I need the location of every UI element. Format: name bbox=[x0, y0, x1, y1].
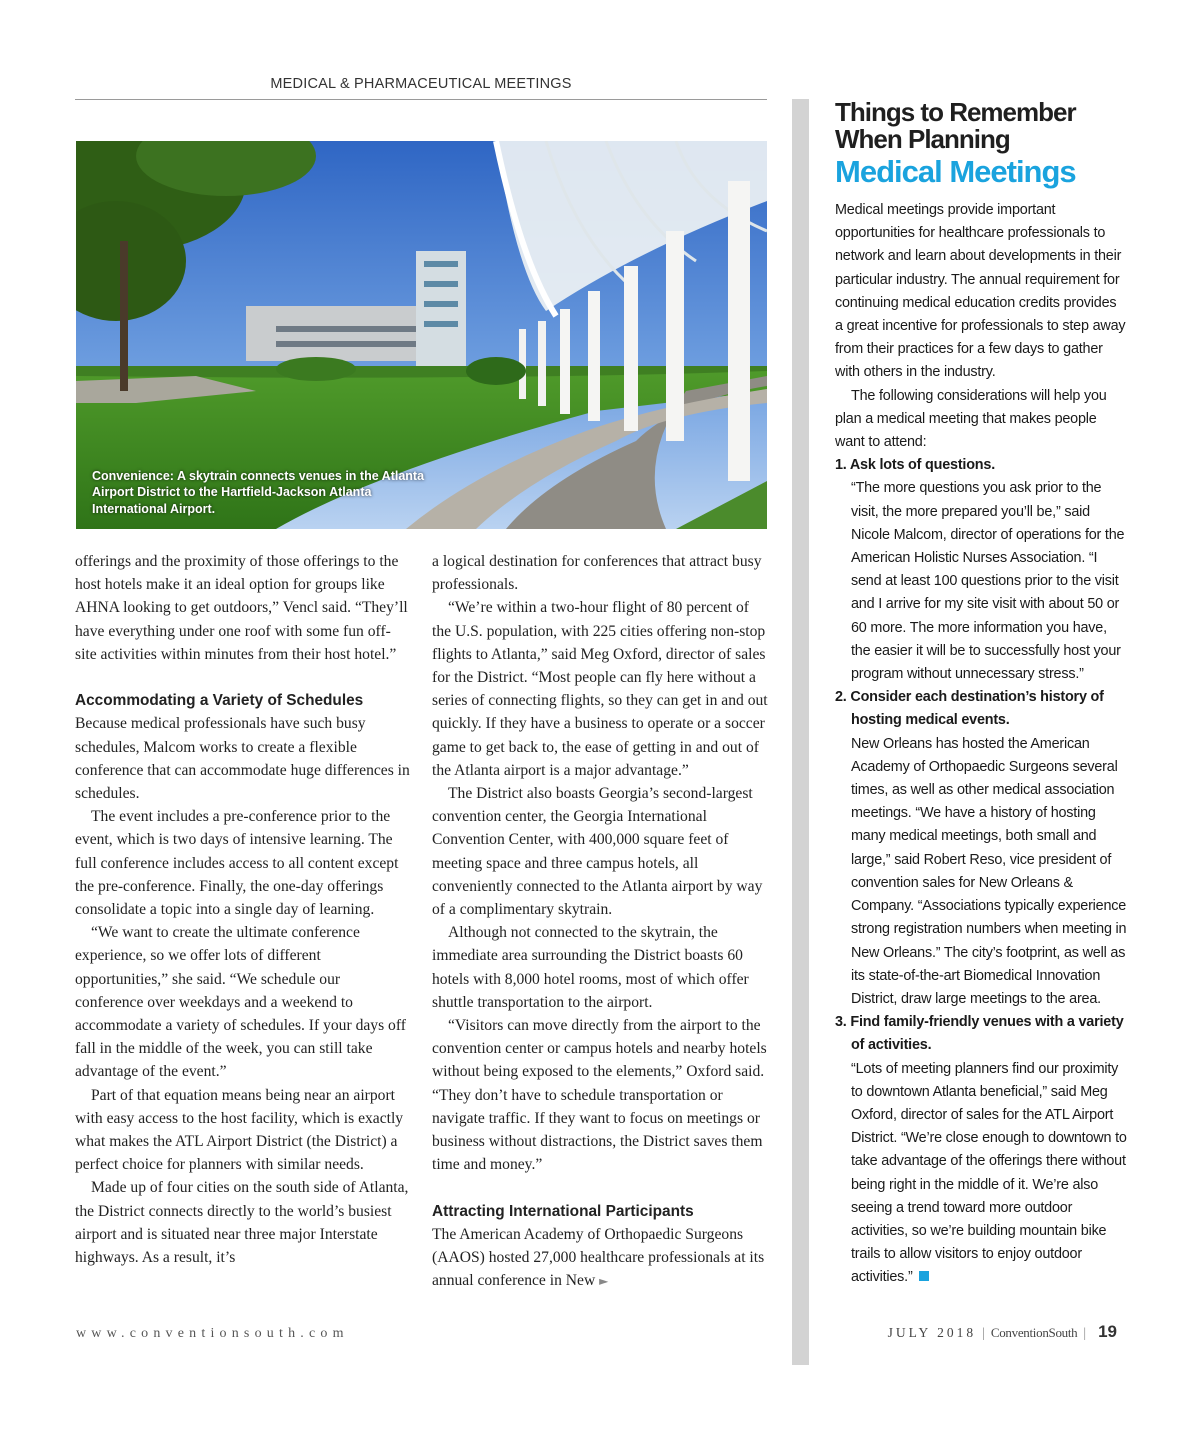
footer-separator: | bbox=[1083, 1325, 1087, 1340]
paragraph: “We want to create the ultimate conference experience, so we offer lots of different opportunities,” she said. “We schedule our conference over weekdays and a weekend to accommodate a variety of schedules. If your days off fall in the middle of the week, you can still take advantage of the event.” bbox=[75, 924, 406, 1081]
footer-issue-date: JULY 2018 bbox=[887, 1325, 977, 1340]
subheading: Attracting International Participants bbox=[432, 1202, 694, 1220]
page-number: 19 bbox=[1098, 1322, 1117, 1341]
continue-arrow-icon: ► bbox=[599, 1274, 609, 1289]
header-rule bbox=[75, 99, 767, 100]
photo-caption: Convenience: A skytrain connects venues in the Atlanta Airport District to the Hartfield-Jackson Atlanta International Airport. bbox=[92, 468, 425, 516]
sidebar bbox=[835, 99, 1127, 1290]
article-column-1 bbox=[75, 550, 412, 1269]
sidebar-intro: The following considerations will help you plan a medical meeting that makes people want to attend: bbox=[835, 387, 1107, 451]
tip-title: 1. Ask lots of questions. bbox=[835, 457, 995, 474]
tip-text: “The more questions you ask prior to the visit, the more prepared you’ll be,” said Nicole Malcom, director of operations for the American Holistic Nurses Association. “I send at least 100 questions prior to the visit and I arrive for my site visit with about 50 or 60 more. The more information you have, the easier it will be to successfully host your program without unnecessary stress.” bbox=[851, 480, 1125, 683]
footer-issue-info bbox=[888, 1322, 1117, 1342]
paragraph: Made up of four cities on the south side of Atlanta, the District connects directly to the world’s busiest airport and is situated near three major Interstate highways. As a result, it’s bbox=[75, 1179, 409, 1267]
footer-magazine-name: ConventionSouth bbox=[990, 1325, 1078, 1340]
paragraph: “We’re within a two-hour flight of 80 percent of the U.S. population, with 225 cities offering non-stop flights to Atlanta,” said Meg Oxford, director of sales for the District. “Most people can fly here without a series of connecting flights, so they can get in and out quickly. If they have a business to operate or a soccer game to get back to, the ease of getting in and out of the Atlanta airport is a major advantage.” bbox=[432, 599, 768, 779]
tip-text: New Orleans has hosted the American Academy of Orthopaedic Surgeons several times, as well as other medical association meetings. “We have a history of hosting many medical meetings, both small and large,” said Robert Reso, vice president of convention sales for New Orleans & Company. “Associations typically experience strong registration numbers when meeting in New Orleans.” The city’s footprint, as well as its state-of-the-art Biomedical Innovation District, draw large meetings to the area. bbox=[851, 735, 1127, 1007]
article-column-2 bbox=[432, 550, 769, 1293]
paragraph: Because medical professionals have such busy schedules, Malcom works to create a flexible conference that can accommodate huge differences in schedules. bbox=[75, 715, 410, 803]
tip-title: 2. Consider each destination’s history of hosting medical events. bbox=[835, 689, 1104, 729]
paragraph: The event includes a pre-conference prior to the event, which is two days of intensive learning. The full conference includes access to all content except the pre-conference. Finally, the one-day offerings consolidate a topic into a single day of learning. bbox=[75, 808, 399, 919]
paragraph bbox=[432, 1223, 769, 1294]
paragraph: “Visitors can move directly from the airport to the convention center or campus hotels and nearby hotels without being exposed to the elements,” Oxford said. “They don’t have to schedule transportation or navigate traffic. If they want to focus on meetings or business without distractions, the District saves them time and money.” bbox=[432, 1017, 767, 1174]
paragraph-text: The American Academy of Orthopaedic Surgeons (AAOS) hosted 27,000 healthcare professionals at its annual conference in New bbox=[432, 1225, 765, 1290]
sidebar-title-highlight: Medical Meetings bbox=[835, 154, 1076, 189]
paragraph: Part of that equation means being near an airport with easy access to the host facility, which is exactly what makes the ATL Airport District (the District) a perfect choice for planners with similar needs. bbox=[75, 1086, 404, 1174]
tip-text-content: “Lots of meeting planners find our proximity to downtown Atlanta beneficial,” said Meg Oxford, director of sales for the ATL Airport District. “We’re close enough to downtown to take advantage of the offerings there without being right in the middle of it. We’re also seeing a trend toward more outdoor activities, so we’re building mountain bike trails to allow visitors to enjoy outdoor activities.” bbox=[851, 1060, 1127, 1286]
paragraph: a logical destination for conferences that attract busy professionals. bbox=[432, 553, 762, 594]
end-mark-square-icon bbox=[919, 1271, 929, 1281]
article-photo bbox=[76, 141, 767, 529]
tip-text bbox=[835, 1058, 1127, 1290]
paragraph: offerings and the proximity of those offerings to the host hotels make it an ideal option for groups like AHNA looking to get outdoors,” Vencl said. “They’ll have everything under one roof with some fun off-site activities within minutes from their host hotel.” bbox=[75, 553, 408, 663]
sidebar-accent-bar bbox=[792, 99, 809, 1365]
sidebar-title-line-1: Things to Remember bbox=[835, 97, 1076, 127]
sidebar-intro: Medical meetings provide important opportunities for healthcare professionals to network and learn about developments in their particular industry. The annual requirement for continuing medical education credits provides a great incentive for professionals to step away from their practices for a few days to gather with others in the industry. bbox=[835, 202, 1126, 381]
section-header: MEDICAL & PHARMACEUTICAL MEETINGS bbox=[270, 76, 572, 92]
paragraph: Although not connected to the skytrain, the immediate area surrounding the District boasts 60 hotels with 8,000 hotel rooms, most of which offer shuttle transportation to the airport. bbox=[432, 924, 749, 1011]
sidebar-title-line-2: When Planning bbox=[835, 124, 1010, 154]
footer-separator: | bbox=[982, 1325, 985, 1340]
subheading: Accommodating a Variety of Schedules bbox=[75, 692, 364, 710]
paragraph: The District also boasts Georgia’s second-largest convention center, the Georgia International Convention Center, with 400,000 square feet of meeting space and three campus hotels, all conveniently connected to the Atlanta airport by way of a complimentary skytrain. bbox=[432, 785, 763, 919]
footer-website: www.conventionsouth.com bbox=[76, 1326, 349, 1341]
tip-title: 3. Find family-friendly venues with a variety of activities. bbox=[835, 1014, 1124, 1054]
sidebar-body bbox=[835, 199, 1127, 1290]
